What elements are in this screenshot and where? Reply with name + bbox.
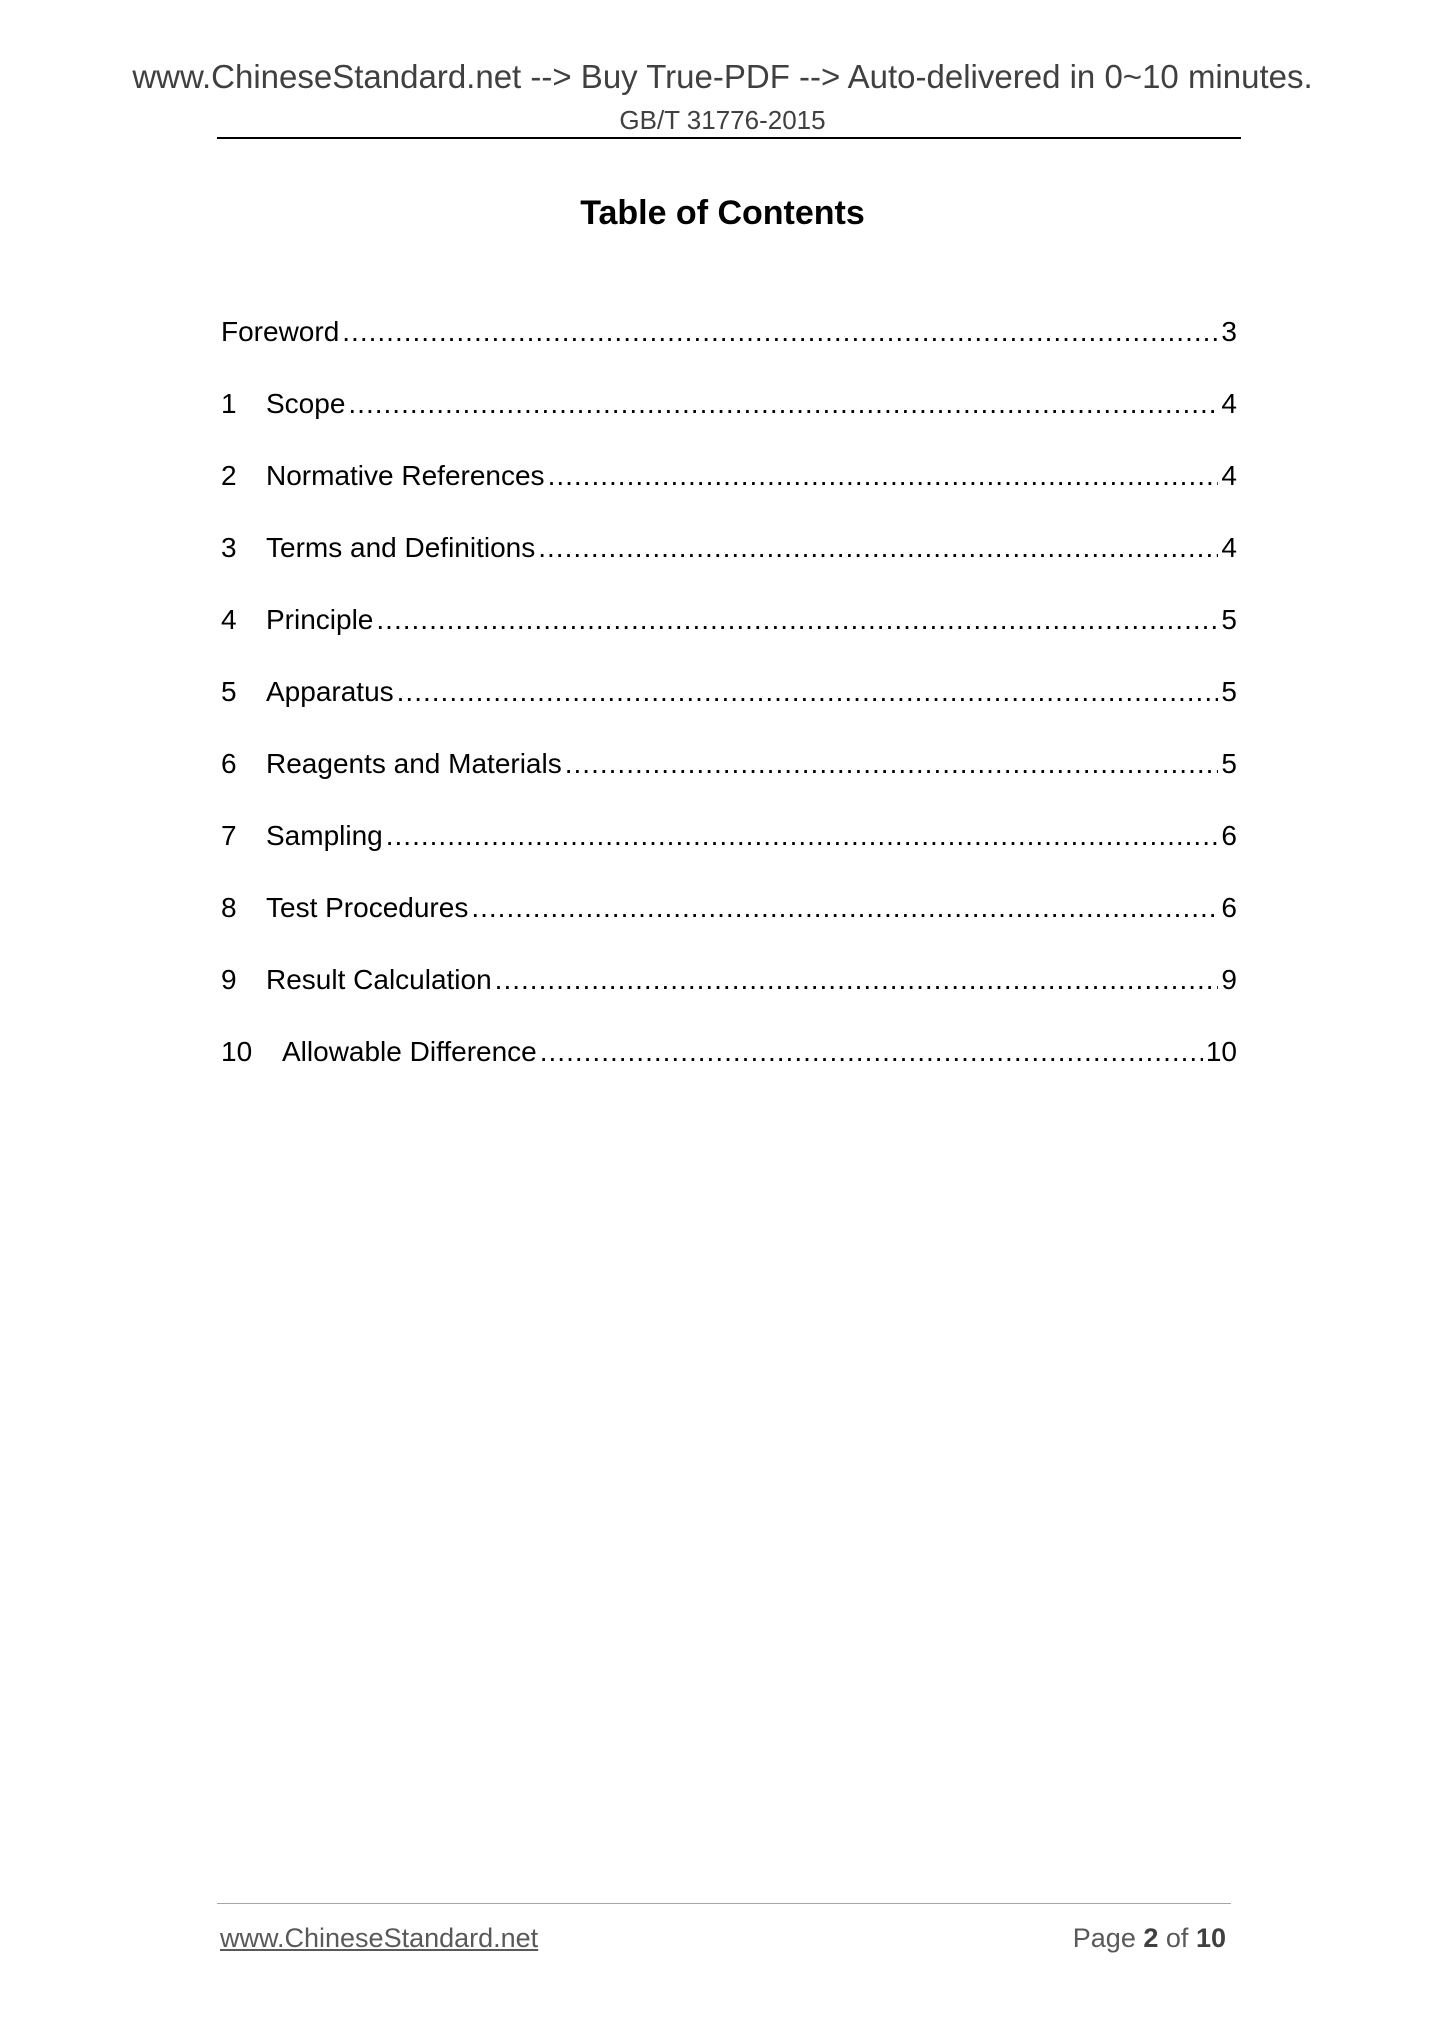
toc-dot-leader [548,456,1219,496]
toc-entry-page: 4 [1221,532,1237,563]
total-pages-number: 10 [1195,1923,1226,1953]
toc-entry-number: 9 [221,964,237,995]
toc-entry-text: Foreword [221,316,340,347]
toc-title: Table of Contents [580,194,865,232]
toc-entry-text: Reagents and Materials [266,748,562,779]
toc-dot-leader [397,672,1219,712]
footer-website-link[interactable]: www.ChineseStandard.net [220,1923,539,1953]
toc-entry-page: 10 [1205,1036,1237,1067]
toc-entry-number: 4 [221,604,237,635]
toc-entry-page: 4 [1221,388,1237,419]
toc-entry-text: Apparatus [266,676,394,707]
toc-entry-number: 3 [221,532,237,563]
toc-entry-reagents-and-materials[interactable] [221,744,1237,816]
toc-entry-terms-and-definitions[interactable] [221,528,1237,600]
toc-dot-leader [386,816,1219,856]
toc-entry-number: 8 [221,892,237,923]
toc-entry-page: 5 [1221,604,1237,635]
toc-entry-number: 7 [221,820,237,851]
footer-divider [217,1903,1231,1904]
toc-entry-scope[interactable] [221,384,1237,456]
toc-entry-number: 2 [221,460,237,491]
toc-entry-test-procedures[interactable] [221,888,1237,960]
toc-dot-leader [540,1032,1203,1072]
page-label: Page [1072,1923,1136,1953]
toc-dot-leader [538,528,1218,568]
toc-entry-sampling[interactable] [221,816,1237,888]
header-banner: www.ChineseStandard.net --> Buy True-PDF --> Auto-delivered in 0~10 minutes. [132,58,1313,95]
toc-entry-number: 6 [221,748,237,779]
toc-entry-normative-references[interactable] [221,456,1237,528]
toc-entry-page: 6 [1221,820,1237,851]
toc-entry-page: 6 [1221,892,1237,923]
toc-entry-text: Principle [266,604,374,635]
toc-entry-number: 10 [221,1036,253,1067]
header-divider [217,137,1241,139]
current-page-number: 2 [1143,1923,1159,1953]
toc-entry-result-calculation[interactable] [221,960,1237,1032]
toc-entry-page: 5 [1221,676,1237,707]
page-of-label: of [1165,1923,1189,1953]
toc-entry-page: 9 [1221,964,1237,995]
toc-entry-text: Result Calculation [266,964,492,995]
toc-entry-number: 1 [221,388,237,419]
toc-entry-text: Normative References [266,460,545,491]
toc-entry-text: Allowable Difference [282,1036,537,1067]
page-indicator [1073,1923,1226,1954]
toc-entry-page: 3 [1221,316,1237,347]
toc-entry-apparatus[interactable] [221,672,1237,744]
toc-entry-foreword[interactable] [221,312,1237,384]
toc-entry-text: Sampling [266,820,383,851]
toc-entry-page: 5 [1221,748,1237,779]
toc-list [221,312,1237,1104]
toc-dot-leader [495,960,1219,1000]
toc-dot-leader [376,600,1218,640]
standard-code: GB/T 31776-2015 [619,105,826,135]
toc-entry-text: Scope [266,388,346,419]
toc-dot-leader [348,384,1218,424]
toc-dot-leader [565,744,1219,784]
toc-dot-leader [342,312,1218,352]
toc-entry-number: 5 [221,676,237,707]
toc-entry-text: Terms and Definitions [266,532,536,563]
toc-entry-page: 4 [1221,460,1237,491]
toc-entry-text: Test Procedures [266,892,469,923]
toc-entry-principle[interactable] [221,600,1237,672]
toc-entry-allowable-difference[interactable] [221,1032,1237,1104]
toc-dot-leader [471,888,1218,928]
